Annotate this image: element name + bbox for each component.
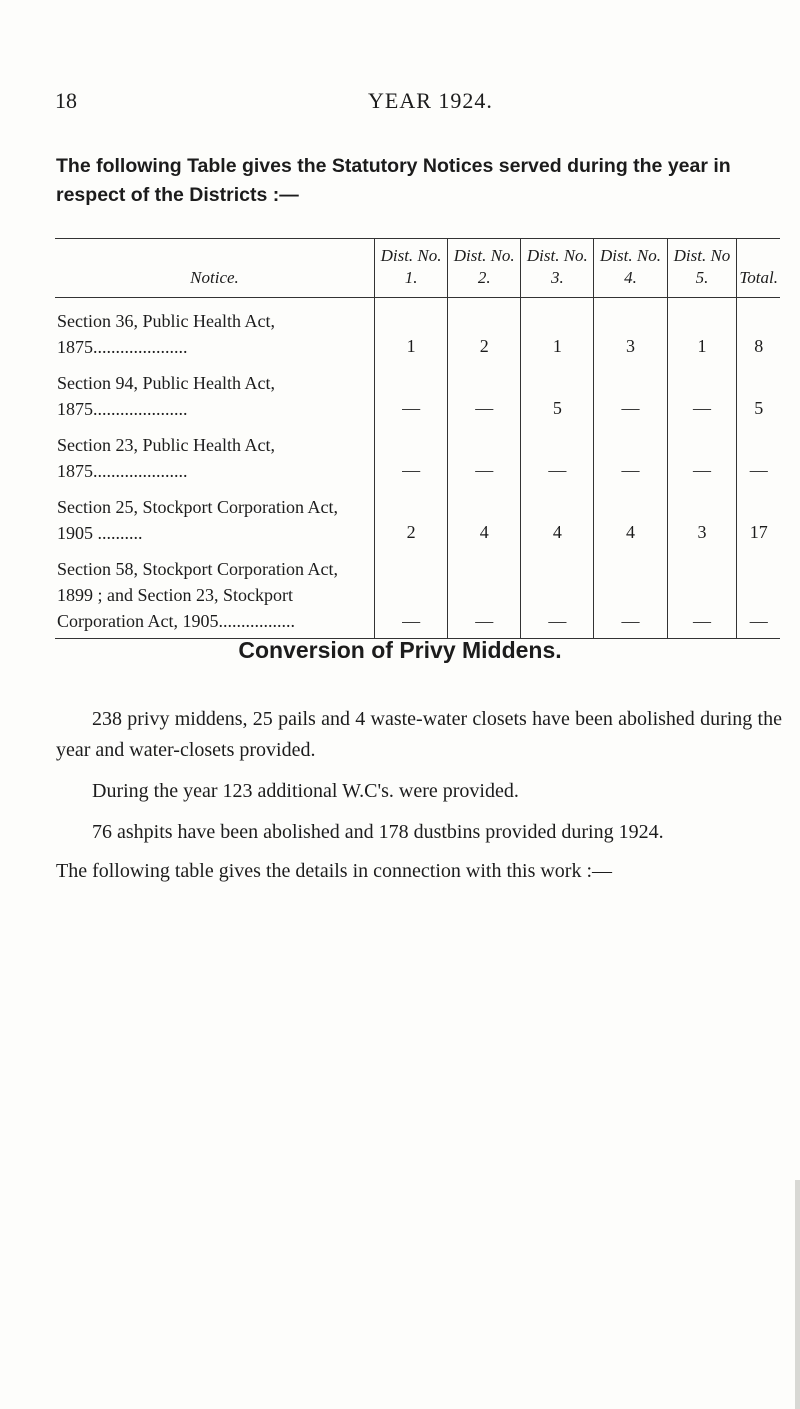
total-cell: 17	[737, 484, 780, 546]
value-cell: 1	[375, 298, 448, 361]
paragraph-ashpits: 76 ashpits have been abolished and 178 dustbins provided during 1924.	[92, 821, 664, 843]
page-edge-shadow	[795, 1180, 800, 1409]
notice-cell: Section 36, Public Health Act, 1875.....................	[57, 311, 275, 357]
value-cell: 4	[594, 484, 667, 546]
value-cell: —	[521, 546, 594, 639]
running-head: YEAR 1924.	[368, 88, 493, 113]
table-intro: The following Table gives the Statutory Notices served during the year in respect of the Districts :—	[56, 155, 731, 206]
column-header-total: Total.	[737, 239, 780, 298]
paragraph-wcs: During the year 123 additional W.C's. were provided.	[92, 780, 519, 802]
value-cell: 1	[521, 298, 594, 361]
paragraph-following-table: The following table gives the details in connection with this work :—	[56, 860, 613, 882]
table-row	[55, 546, 780, 639]
column-header-dist-5: Dist. No 5.	[667, 239, 737, 298]
table-header-row	[55, 239, 780, 298]
total-cell: —	[737, 546, 780, 639]
value-cell: 1	[667, 298, 737, 361]
section-title: Conversion of Privy Middens.	[238, 637, 562, 663]
paragraph-middens: 238 privy middens, 25 pails and 4 waste-water closets have been abolished during the year and water-closets provided.	[56, 708, 782, 761]
total-cell: 5	[737, 360, 780, 422]
value-cell: 2	[448, 298, 521, 361]
value-cell: —	[594, 422, 667, 484]
notice-cell: Section 25, Stockport Corporation Act, 1905 ..........	[57, 497, 338, 543]
value-cell: —	[448, 546, 521, 639]
value-cell: 3	[667, 484, 737, 546]
value-cell: —	[594, 546, 667, 639]
value-cell: —	[375, 546, 448, 639]
column-header-dist-2: Dist. No. 2.	[448, 239, 521, 298]
value-cell: —	[667, 546, 737, 639]
notice-cell: Section 58, Stockport Corporation Act, 1899 ; and Section 23, Stockport Corporation Act, 1905.................	[55, 546, 375, 639]
table-row	[55, 298, 780, 361]
value-cell: —	[667, 360, 737, 422]
table-row	[55, 360, 780, 422]
notices-table	[55, 238, 780, 639]
value-cell: 3	[594, 298, 667, 361]
column-header-notice: Notice.	[55, 239, 375, 298]
total-cell: 8	[737, 298, 780, 361]
value-cell: —	[448, 422, 521, 484]
total-cell: —	[737, 422, 780, 484]
value-cell: —	[521, 422, 594, 484]
table-row	[55, 422, 780, 484]
value-cell: —	[667, 422, 737, 484]
page-number: 18	[55, 88, 77, 113]
column-header-dist-3: Dist. No. 3.	[521, 239, 594, 298]
value-cell: 2	[375, 484, 448, 546]
value-cell: 4	[448, 484, 521, 546]
value-cell: —	[448, 360, 521, 422]
value-cell: —	[375, 360, 448, 422]
value-cell: —	[375, 422, 448, 484]
value-cell: 4	[521, 484, 594, 546]
column-header-dist-1: Dist. No. 1.	[375, 239, 448, 298]
notice-cell: Section 94, Public Health Act, 1875.....................	[57, 373, 275, 419]
notice-cell: Section 23, Public Health Act, 1875.....................	[57, 435, 275, 481]
value-cell: 5	[521, 360, 594, 422]
column-header-dist-4: Dist. No. 4.	[594, 239, 667, 298]
value-cell: —	[594, 360, 667, 422]
table-row	[55, 484, 780, 546]
